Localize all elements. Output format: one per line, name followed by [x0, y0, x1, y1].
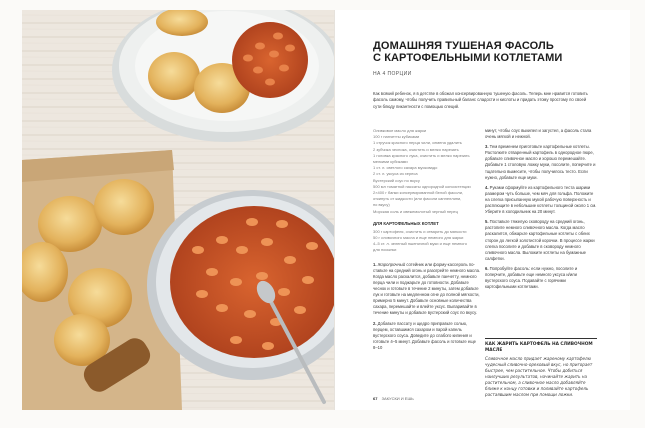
step-number: 3. — [485, 144, 489, 150]
ingredient: 1 головка красного лука, очистить и мелко нарезать — [373, 152, 470, 158]
step-number: 6. — [485, 265, 489, 271]
step-lead: Жаропрочный — [377, 261, 406, 267]
recipe-title-line-2: С КАРТОФЕЛЬНЫМИ КОТЛЕТАМИ — [373, 52, 563, 64]
method-step — [485, 144, 597, 181]
ingredient: Вустерский соус по вкусу — [373, 177, 420, 183]
ingredient: 2 ст. л. уксуса из хереса — [373, 171, 418, 177]
recipe-title — [373, 40, 593, 64]
method-step — [373, 321, 481, 351]
step-text: Добавьте пассату и щедро приправьте солью, перцем, оставшимся сахаром и парой капель вустерского соуса. Доведите до слабого кипения и готовьте 4–5 минут. Добавьте фасоль и готовьте еще 8–10 — [373, 320, 476, 350]
ingredient: мелкими кубиками — [373, 159, 408, 165]
recipe-title-line-1: ДОМАШНЯЯ ТУШЕНАЯ ФАСОЛЬ — [373, 40, 554, 52]
ingredient: Оливковое масло для жарки — [373, 128, 427, 133]
food-photo-illustration — [22, 10, 335, 410]
beans-and-potato-cakes-photo — [22, 10, 335, 410]
page-number: 67 — [373, 396, 378, 401]
page-footer — [373, 396, 414, 401]
potato-ingredient: 300 г картофеля, очистить и отварить до мягкости — [373, 228, 467, 234]
ingredient: 1 ст. л. светлого сахара мусковадо — [373, 165, 438, 171]
ingredient: 100 г панчетты кубиками — [373, 134, 420, 140]
method-step — [485, 128, 597, 140]
method-step — [485, 185, 597, 215]
ingredient: Морская соль и свежемолотый черный перец — [373, 208, 458, 214]
step-text: Руками сформуйте из картофельного теста шарики размером чуть больше, чем мяч для гольфа. Положите на слегка присыпанную мукой рабочую поверхность и расплющите в небольшие котлеты толщиной около 1 см. Уберите в холодильник на 20 минут. — [485, 184, 597, 215]
step-text: сотейник или форму-кассероль по-ставьте на средний огонь и разогрейте немного масла. Когда масло раскалится, добавьте панчетту, немного перца чили и поджарьте до готовности. Добавьте чеснок и готовьте в течение 2 минуты, затем добавьте лук и готовьте на медленном огне до полной мягкости, примерно 5 минут. Добавьте основные количества сахара, перемешайте и влейте уксус. Выпаривайте в течение минуты и добавьте вустерский соус по вкусу. — [373, 261, 481, 316]
step-text: Попробуйте фасоль: если нужно, посолите и поперчите, добавьте еще немного уксуса и/или вустерского соуса. Подавайте с горячими картофельными котлетами. — [485, 265, 578, 290]
method-step — [373, 262, 481, 317]
step-text: Тем временем приготовьте картофельные котлеты. Растолките отваренный картофель в однородное пюре, добавьте сливочное масло и хорошо перемешайте. Добавьте 1 столовую ложку муки, посолите, поперчите и тщательно вымесите, чтобы получилось тесто. Если нужно, добавьте еще муки. — [485, 144, 596, 180]
step-text: Поставьте тяжелую сковороду на средний огонь, растопите немного сливочного масла. Когда масло раскалится, обжарьте картофельные котлеты с обеих сторон до легкой золотистой корочки. В процессе жарки слегка посолите и добавьте в сковороду немного сливочного масла. Выложите котлеты на бумажные салфетки. — [485, 219, 595, 261]
ingredient: 1 стручок красного перца чили, семена удалить — [373, 140, 462, 146]
tip-title: КАК ЖАРИТЬ КАРТОФЕЛЬ НА СЛИВОЧНОМ МАСЛЕ — [485, 342, 593, 353]
potato-ingredient: 4–5 ст. л. зеленый пшеничной муки и еще немного — [373, 241, 467, 247]
ingredient: по вкусу) — [373, 202, 390, 208]
ingredients-list — [373, 128, 481, 215]
method-step — [485, 266, 597, 290]
ingredient: 500 мл томатной пассаты однородной консистенции — [373, 183, 471, 189]
recipe-page — [335, 10, 630, 410]
step-text: минут, чтобы соус выкипел и загустел, а фасоль стала очень мягкой и нежной. — [485, 128, 592, 140]
potato-ingredients-list — [373, 229, 481, 254]
tip-box — [485, 338, 597, 398]
method-column — [485, 128, 597, 294]
ingredient: откинуть от жидкости (или фасоли каннеллини, — [373, 196, 462, 202]
step-number: 5. — [485, 219, 489, 225]
tip-body: Сливочное масло придает жареному картофелю чудесный сливочно-ореховый вкус, но пригорает быстрее, чем растительное. Чтобы добиться наилучших результатов, начинайте жарить на растительном, а сливочное масло добавляйте ближе к концу готовки и поливайте картофель растаявшим маслом при помощи ложки. — [485, 356, 593, 397]
servings: НА 4 ПОРЦИИ — [373, 71, 412, 77]
method-steps-left — [373, 262, 481, 351]
ingredient: 2×400 г банки консервированной белой фасоли, — [373, 190, 464, 196]
step-number: 2. — [373, 320, 377, 326]
step-number: 1. — [373, 261, 377, 267]
method-step — [485, 219, 597, 262]
potato-cakes-heading: ДЛЯ КАРТОФЕЛЬНЫХ КОТЛЕТ — [373, 220, 439, 226]
ingredient: 2 зубчика чеснока, очистить и мелко нарезать — [373, 146, 459, 152]
potato-ingredient: для посыпки — [373, 247, 397, 253]
recipe-intro: Как всякий ребенок, я в детстве в обожал консервированную тушеную фасоль. Теперь мне нравится готовить фасоль самому, чтобы получить правильный баланс сладости и кислоты и придать этому простому по своей сути блюду пикантности с помощью специй. — [373, 91, 588, 109]
step-number: 4. — [485, 184, 489, 190]
potato-ingredient: 50 г сливочного масла и еще немного для жарки — [373, 235, 464, 241]
section-name: ЗАКУСКИ И ЕШЬ — [381, 396, 414, 401]
ingredients-column — [373, 128, 481, 355]
